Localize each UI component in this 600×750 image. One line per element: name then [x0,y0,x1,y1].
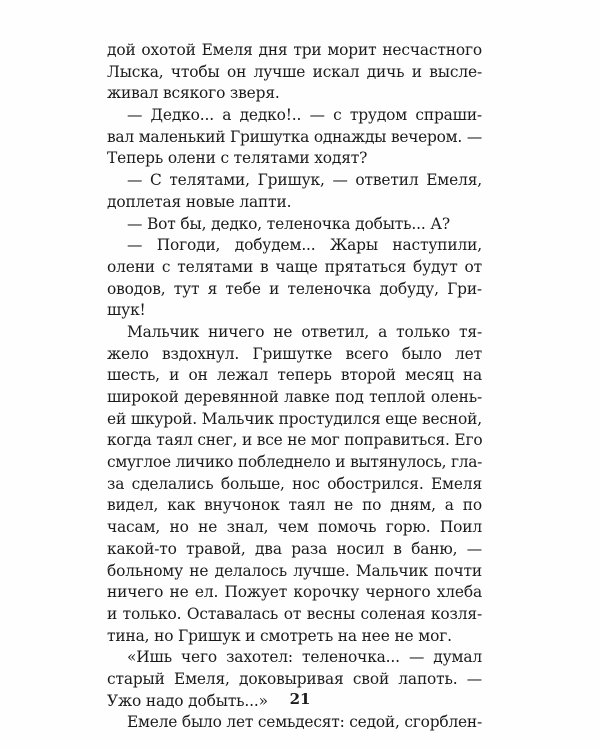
text-line: — С телятами, Гришук, — ответил Емеля, [127,171,482,190]
text-line: какой-то травой, два раза носил в баню, — [107,539,482,558]
text-line: оводов, тут я тебе и теленочка добуду, Гри- [107,279,482,298]
text-line: олени с телятами в чаще прятаться будут от [107,257,482,276]
text-line: смуглое личико побледнело и вытянулось, гла- [107,453,482,472]
page-number: 21 [289,690,311,708]
text-line: когда таял снег, и все не мог поправиться. Его [107,431,483,450]
text-line: и только. Оставалась от весны соленая козля- [107,604,482,623]
text-line: живал всякого зверя. [107,84,280,103]
text-line: — Погоди, добудем... Жары наступили, [127,236,482,255]
text-line: — Вот бы, дедко, теленочка добыть... А? [127,214,450,233]
text-line: за сделались больше, нос обострился. Емеля [107,474,482,493]
text-line: Лыска, чтобы он лучше искал дичь и высле- [107,62,482,81]
text-line: шук! [107,301,146,320]
text-line: Теперь олени с телятами ходят? [107,149,368,168]
text-line: вал маленький Гришутка однажды вечером. — [107,127,482,146]
text-line: шесть, и он лежал теперь второй месяц на [107,366,482,385]
text-line: Емеле было лет семьдесят: седой, сгорблен- [127,713,482,732]
text-line: Мальчик ничего не ответил, а только тя- [127,322,482,341]
text-line: широкой деревянной лавке под теплой олень- [107,388,482,406]
text-line: видел, как внучонок таял не по дням, а по [107,496,482,515]
text-line: старый Емеля, доковыривая свой лапоть. — [107,669,482,688]
text-line: ничего не ел. Пожует корочку черного хлеба [107,583,482,602]
text-line: больному не делалось лучше. Мальчик почти [107,561,482,580]
text-line: дой охотой Емеля дня три морит несчастного [107,41,482,59]
text-line: тина, но Гришук и смотреть на нее не мог. [107,626,452,645]
text-line: доплетая новые лапти. [107,192,292,211]
text-line: жело вздохнул. Гришутке всего было лет [107,344,482,363]
text-line: — Дедко... а дедко!.. — с трудом спраши- [127,106,482,125]
text-line: «Ишь чего захотел: теленочка... — думал [127,648,482,667]
text-line: Ужо надо добыть...» [107,691,268,710]
text-line: ей шкурой. Мальчик простудился еще весной, [107,409,482,428]
body-text [107,40,482,734]
text-line: часам, но не знал, чем помочь горю. Поил [107,518,482,537]
